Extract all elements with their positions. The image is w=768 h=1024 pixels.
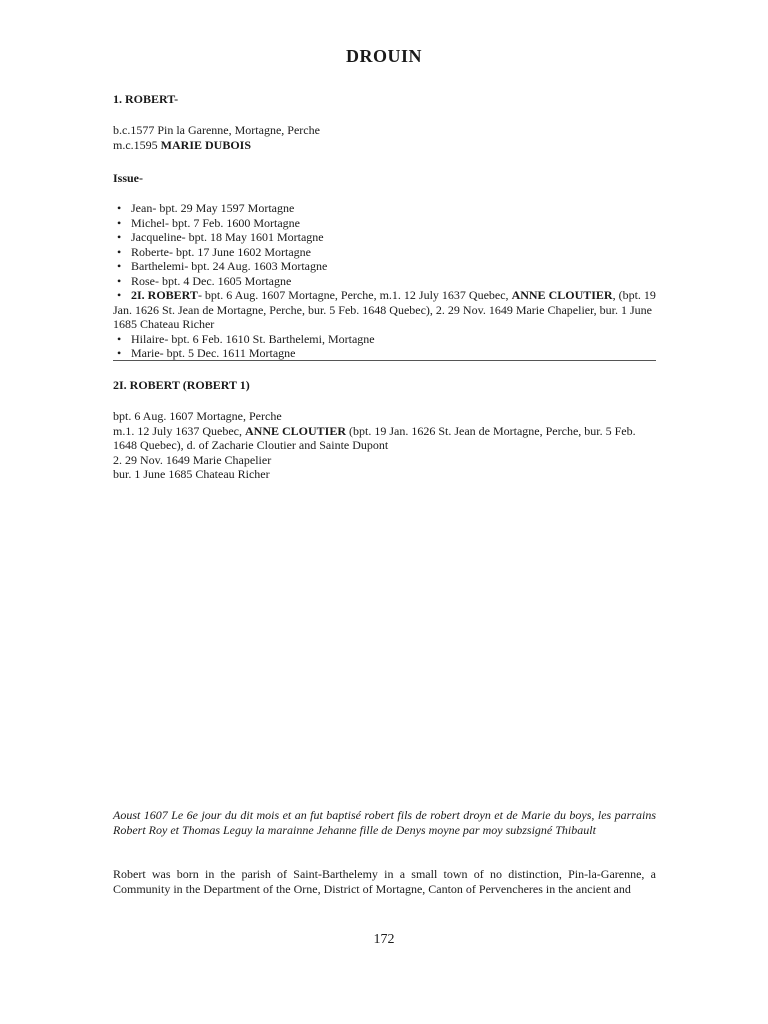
baptism-record-quote: Aoust 1607 Le 6e jour du dit mois et an fut baptisé robert fils de robert droyn et de Marie du boys, les parrains Robert Roy et Thomas Leguy la marainne Jehanne fille de Denys moyne par moy subzsigné Thibault bbox=[113, 808, 656, 837]
list-item: • Rose- bpt. 4 Dec. 1605 Mortagne bbox=[113, 274, 656, 289]
narrative-paragraph: Robert was born in the parish of Saint-Barthelemy in a small town of no distinction, Pin-la-Garenne, a Community in the Department of the Orne, District of Mortagne, Canton of Pervencheres in the ancient and bbox=[113, 867, 656, 896]
marriage-1-rest: (bpt. 19 Jan. 1626 St. Jean de Mortagne, Perche, bur. 5 Feb. 1648 Quebec), d. of Zacharie Cloutier and Sainte Dupont bbox=[113, 423, 636, 452]
issue-list-block bbox=[113, 201, 656, 361]
section-divider bbox=[113, 360, 656, 361]
list-item: • Hilaire- bpt. 6 Feb. 1610 St. Barthelemi, Mortagne bbox=[113, 332, 656, 347]
marriage-2-line: 2. 29 Nov. 1649 Marie Chapelier bbox=[113, 452, 272, 467]
robert-name: 2I. ROBERT bbox=[131, 288, 198, 302]
robert-text-1: - bpt. 6 Aug. 1607 Mortagne, Perche, m.1. 12 July 1637 Quebec, bbox=[197, 288, 512, 302]
list-item-robert bbox=[113, 288, 656, 332]
issue-label: Issue- bbox=[113, 171, 144, 185]
section-1 bbox=[113, 92, 656, 107]
list-item: • Roberte- bpt. 17 June 1602 Mortagne bbox=[113, 245, 656, 260]
robert-text-2: , (bpt. 19 Jan. 1626 St. Jean de Mortagne, Perche, bur. 5 Feb. 1648 Quebec), 2. 29 Nov. 1649 Marie Chapelier, bur. 1 June 1685 Chateau Richer bbox=[113, 288, 656, 331]
section-1-heading: 1. ROBERT- bbox=[113, 92, 179, 106]
birth-line: b.c.1577 Pin la Garenne, Mortagne, Perche bbox=[113, 123, 320, 137]
marriage-1-prefix: m.1. 12 July 1637 Quebec, bbox=[113, 423, 245, 438]
page-number: 172 bbox=[373, 932, 395, 947]
list-item: • Marie- bpt. 5 Dec. 1611 Mortagne bbox=[113, 346, 656, 361]
list-item: • Barthelemi- bpt. 24 Aug. 1603 Mortagne bbox=[113, 259, 656, 274]
section-2-vitals bbox=[113, 409, 656, 482]
list-item: • Jean- bpt. 29 May 1597 Mortagne bbox=[113, 201, 656, 216]
marriage-1-line bbox=[113, 424, 656, 453]
burial-line: bur. 1 June 1685 Chateau Richer bbox=[113, 467, 270, 481]
marriage-prefix: m.c.1595 bbox=[113, 137, 161, 152]
baptism-line: bpt. 6 Aug. 1607 Mortagne, Perche bbox=[113, 409, 282, 423]
spouse-name: MARIE DUBOIS bbox=[160, 137, 252, 152]
list-item: • Jacqueline- bpt. 18 May 1601 Mortagne bbox=[113, 230, 656, 245]
section-2 bbox=[113, 378, 656, 393]
section-2-heading: 2I. ROBERT (ROBERT 1) bbox=[113, 378, 250, 392]
issue-label-block bbox=[113, 171, 656, 186]
issue-list bbox=[113, 201, 656, 361]
marriage-1-spouse: ANNE CLOUTIER bbox=[244, 423, 346, 438]
section-1-vitals bbox=[113, 123, 656, 152]
list-item: • Michel- bpt. 7 Feb. 1600 Mortagne bbox=[113, 216, 656, 231]
page-title: DROUIN bbox=[345, 46, 422, 66]
marriage-line bbox=[113, 138, 656, 153]
robert-spouse: ANNE CLOUTIER bbox=[511, 288, 613, 302]
